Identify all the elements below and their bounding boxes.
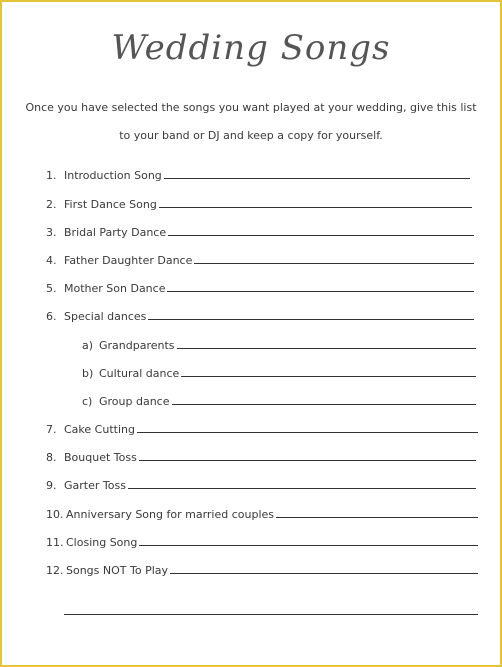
answer-line[interactable] (139, 545, 478, 546)
list-item-number: 5. (46, 282, 57, 295)
answer-line[interactable] (194, 263, 474, 264)
list-item-special-dances (46, 305, 474, 323)
list-item-number: 8. (46, 451, 57, 464)
list-item-number: 2. (46, 198, 57, 211)
list-item-bouquet-toss (46, 446, 476, 464)
answer-line[interactable] (167, 291, 474, 292)
list-item-number: 1. (46, 169, 57, 182)
list-item-label: Closing Song (66, 536, 138, 549)
list-item-number: a) (82, 339, 94, 352)
list-item-label: Anniversary Song for married couples (66, 508, 275, 521)
list-subitem-cultural-dance (82, 362, 476, 380)
list-item-songs-not-to-play (46, 559, 478, 577)
list-item-bridal-party-dance (46, 221, 474, 239)
answer-line[interactable] (128, 488, 476, 489)
list-item-number: 6. (46, 310, 57, 323)
answer-line[interactable] (164, 178, 470, 179)
list-subitem-group-dance (82, 390, 476, 408)
list-item-garter-toss (46, 474, 476, 492)
list-item-number: 10. (46, 508, 64, 521)
list-item-father-daughter-dance (46, 249, 474, 267)
list-item-number: 7. (46, 423, 57, 436)
extra-answer-line[interactable] (64, 614, 478, 615)
answer-line[interactable] (168, 235, 474, 236)
list-item-label: Grandparents (99, 339, 175, 352)
list-item-number: 9. (46, 479, 57, 492)
list-item-closing-song (46, 531, 478, 549)
list-item-number: 11. (46, 536, 64, 549)
list-item-label: First Dance Song (64, 198, 157, 211)
list-item-label: Special dances (64, 310, 147, 323)
list-item-label: Group dance (99, 395, 170, 408)
list-item-anniversary-song (46, 503, 478, 521)
list-item-label: Mother Son Dance (64, 282, 166, 295)
list-item-introduction-song (46, 164, 470, 182)
list-item-number: 12. (46, 564, 64, 577)
answer-line[interactable] (139, 460, 476, 461)
answer-line[interactable] (172, 404, 477, 405)
list-item-label: Cake Cutting (64, 423, 135, 436)
answer-line[interactable] (177, 348, 476, 349)
list-item-label: Cultural dance (99, 367, 180, 380)
answer-line[interactable] (159, 207, 472, 208)
list-item-first-dance-song (46, 193, 472, 211)
list-item-label: Father Daughter Dance (64, 254, 193, 267)
answer-line[interactable] (148, 319, 474, 320)
list-item-label: Introduction Song (64, 169, 162, 182)
list-item-label: Songs NOT To Play (66, 564, 169, 577)
list-item-number: c) (82, 395, 93, 408)
page-title: Wedding Songs (111, 28, 391, 68)
list-subitem-grandparents (82, 334, 476, 352)
list-item-cake-cutting (46, 418, 478, 436)
list-item-mother-son-dance (46, 277, 474, 295)
intro-text: Once you have selected the songs you want played at your wedding, give this list to your band or DJ and keep a copy for yourself. (25, 101, 477, 142)
answer-line[interactable] (181, 376, 476, 377)
list-item-label: Bouquet Toss (64, 451, 137, 464)
answer-line[interactable] (170, 573, 478, 574)
list-item-number: b) (82, 367, 94, 380)
answer-line[interactable] (137, 432, 478, 433)
list-item-label: Garter Toss (64, 479, 126, 492)
answer-line[interactable] (276, 517, 478, 518)
list-item-number: 4. (46, 254, 57, 267)
list-item-number: 3. (46, 226, 57, 239)
list-item-label: Bridal Party Dance (64, 226, 167, 239)
